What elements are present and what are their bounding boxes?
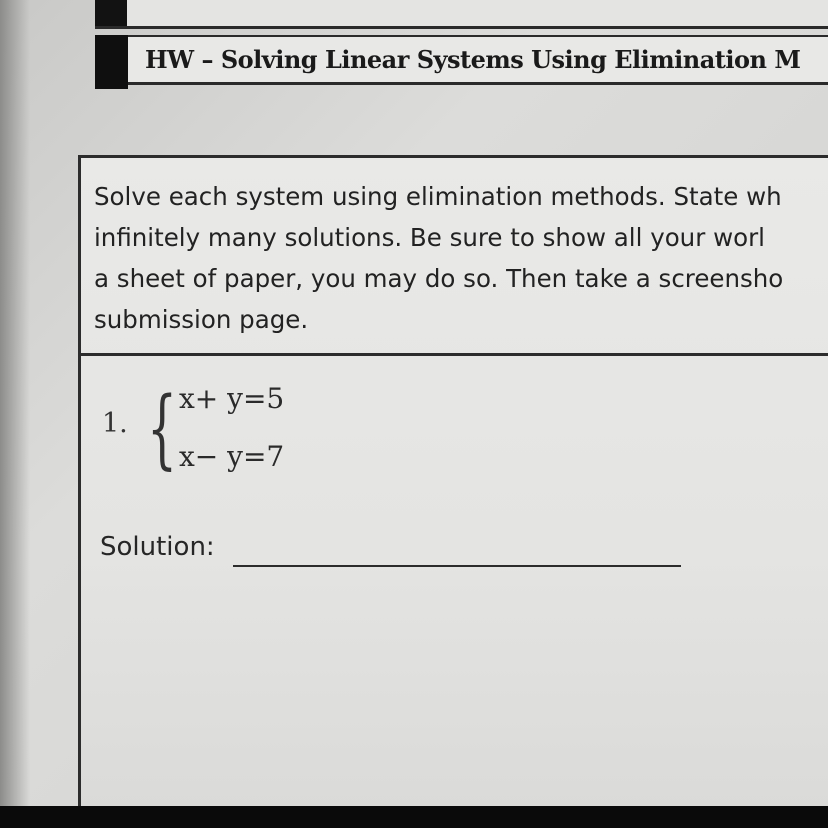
photo-bottom-edge	[0, 806, 828, 828]
top-header-strip	[95, 0, 828, 29]
solution-answer-line[interactable]	[233, 565, 681, 567]
title-marker-block	[95, 35, 128, 89]
instruction-line: submission page.	[94, 305, 309, 334]
instruction-line: a sheet of paper, you may do so. Then take a screensho	[94, 264, 784, 293]
instruction-line: Solve each system using elimination methods. State wh	[94, 182, 782, 211]
worksheet-box	[78, 155, 828, 815]
photo-edge-shadow	[0, 0, 30, 828]
problem-number: 1.	[102, 408, 128, 439]
solution-label: Solution:	[100, 532, 215, 562]
worksheet-title: HW – Solving Linear Systems Using Elimination M	[145, 45, 801, 74]
instructions	[94, 176, 828, 340]
equation-1: x+ y=5	[179, 382, 285, 415]
title-box	[128, 35, 828, 85]
corner-mark	[84, 86, 92, 94]
system-brace: {	[147, 379, 178, 479]
section-divider	[81, 353, 828, 356]
equation-2: x− y=7	[179, 440, 285, 473]
top-header-marker	[95, 0, 127, 26]
instruction-line: infinitely many solutions. Be sure to show all your worl	[94, 223, 765, 252]
